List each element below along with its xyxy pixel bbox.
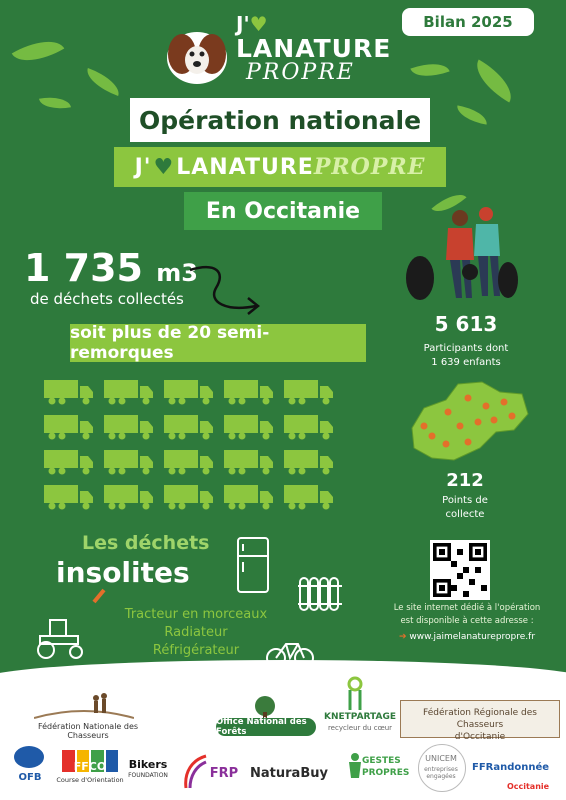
leaf-icon	[12, 29, 65, 72]
volume-unit: m3	[156, 259, 198, 287]
website-link[interactable]	[392, 632, 542, 642]
frc-line: d'Occitanie	[454, 732, 506, 742]
ffco-logo: FFCO	[73, 760, 107, 773]
ffrandonnee-logo: FFRandonnée	[472, 762, 550, 773]
truck-icon	[104, 483, 154, 511]
trucks-banner: soit plus de 20 semi-remorques	[70, 324, 366, 362]
brand-suffix: PROPRE	[313, 154, 426, 180]
insolites-title: insolites	[56, 556, 190, 589]
volume-stat	[24, 246, 198, 290]
brand-banner	[114, 147, 446, 187]
truck-icon	[164, 378, 214, 406]
leaf-icon	[468, 59, 521, 102]
truck-icon	[224, 483, 274, 511]
heart-icon: ♥	[153, 154, 175, 180]
truck-icon	[224, 448, 274, 476]
truck-icon	[224, 413, 274, 441]
truck-icon	[104, 413, 154, 441]
truck-icon	[164, 448, 214, 476]
truck-icon	[104, 448, 154, 476]
trucks-grid	[44, 378, 344, 514]
website-url[interactable]: www.jaimelanaturepropre.fr	[409, 632, 536, 642]
points-label-line: collecte	[445, 509, 485, 520]
gestes-propres-line: GESTES	[362, 756, 401, 766]
website-label	[388, 602, 546, 628]
frc-line: Fédération Régionale des Chasseurs	[423, 708, 537, 730]
participants-stat: 5 613	[434, 312, 498, 336]
truck-icon	[104, 378, 154, 406]
points-label	[424, 494, 506, 522]
truck-icon	[284, 448, 334, 476]
qr-code[interactable]	[430, 540, 490, 600]
heart-icon: ♥	[249, 12, 268, 36]
unicem-subtitle: entreprises engagées	[424, 766, 458, 780]
fridge-icon	[234, 536, 272, 594]
logo-lanature: LANATURE	[236, 34, 392, 63]
leaf-icon	[455, 105, 489, 124]
radiator-icon	[296, 574, 348, 616]
volunteers-illustration-icon	[404, 200, 520, 304]
brand-prefix: J'	[134, 154, 152, 180]
frc-logo	[400, 700, 560, 742]
insolites-item: Radiateur	[164, 625, 228, 640]
logo-propre: PROPRE	[246, 60, 355, 85]
knetpartage-logo: KNETPARTAGE	[324, 712, 396, 722]
page-title: Opération nationale	[130, 98, 430, 142]
qr-code-icon	[433, 543, 487, 597]
truck-icon	[284, 413, 334, 441]
arrow-right-icon: ➔	[398, 632, 407, 642]
participants-label-line: 1 639 enfants	[431, 357, 501, 368]
truck-icon	[44, 483, 94, 511]
insolites-item: Réfrigérateur	[152, 643, 240, 658]
naturabuy-logo: NaturaBuy	[250, 766, 328, 781]
truck-icon	[284, 483, 334, 511]
truck-icon	[44, 413, 94, 441]
magnifier-icon	[92, 578, 120, 606]
truck-icon	[44, 448, 94, 476]
truck-icon	[224, 378, 274, 406]
year-badge: Bilan 2025	[402, 8, 534, 36]
frp-logo: FRP	[209, 766, 239, 781]
fnc-logo: Fédération Nationale des Chasseurs	[37, 722, 139, 740]
ofb-logo-icon	[14, 746, 44, 768]
participants-label-line: Participants dont	[423, 343, 509, 354]
volume-value: 1 735	[24, 246, 143, 290]
region-banner: En Occitanie	[184, 192, 382, 230]
fnc-logo-icon	[34, 688, 134, 722]
volume-label: de déchets collectés	[30, 290, 184, 308]
participants-label	[400, 342, 532, 370]
bikers-logo: Bikers	[128, 758, 168, 771]
points-label-line: Points de	[442, 495, 488, 506]
website-label-line: est disponible à cette adresse :	[400, 616, 534, 626]
truck-icon	[284, 378, 334, 406]
truck-icon	[164, 483, 214, 511]
leaf-icon	[410, 56, 449, 83]
ofb-logo: OFB	[18, 772, 42, 783]
insolites-item: Tracteur en morceaux	[124, 607, 268, 622]
leaf-icon	[39, 94, 71, 113]
ffco-subtitle: Course d'Orientation	[56, 776, 124, 784]
logo-jaime: J'♥	[236, 12, 268, 36]
brand-main: LANATURE	[176, 154, 314, 180]
arrow-icon	[186, 262, 268, 320]
knetpartage-icon	[340, 676, 370, 712]
knetpartage-subtitle: recycleur du cœur	[327, 724, 393, 732]
occitanie-map-icon	[402, 378, 532, 464]
truck-icon	[44, 378, 94, 406]
gestes-propres-line: PROPRES	[362, 768, 410, 778]
leaf-icon	[82, 68, 123, 96]
dog-logo-icon	[160, 24, 234, 88]
tractor-icon	[34, 614, 88, 660]
unicem-logo: UNICEM	[425, 754, 457, 763]
points-stat: 212	[446, 470, 484, 491]
onf-logo: Office National des Forêts	[216, 718, 316, 736]
ffrandonnee-subtitle: Occitanie	[506, 782, 550, 791]
website-label-line: Le site internet dédié à l'opération	[393, 603, 541, 613]
bikers-subtitle: FOUNDATION	[128, 772, 168, 779]
insolites-title-top: Les déchets	[82, 532, 210, 554]
truck-icon	[164, 413, 214, 441]
